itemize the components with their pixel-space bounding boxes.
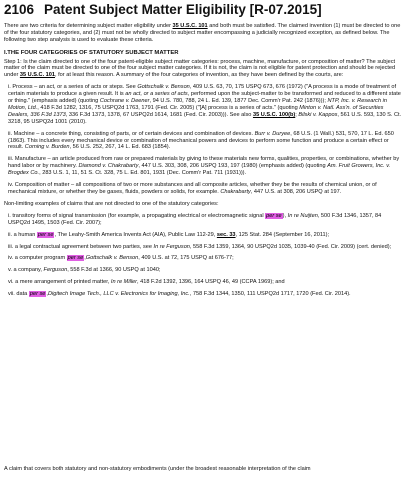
example-text: iv. a computer program bbox=[8, 255, 67, 262]
category-manufacture bbox=[4, 156, 404, 177]
highlighted-term: per se bbox=[67, 255, 84, 262]
example-text: iii. a legal contractual agreement between two parties, see bbox=[8, 243, 154, 250]
example-text: , bbox=[84, 255, 86, 262]
manufacture-text: iii. Manufacture – an article produced from raw or prepared materials by giving to these materials new forms, qualities, properties, or combinations, whether by hand labor or by machinery. bbox=[8, 156, 400, 170]
example-text: ii. a human bbox=[8, 231, 37, 238]
example-text: vii. data bbox=[8, 291, 29, 298]
example-7 bbox=[4, 291, 404, 298]
statute-link[interactable]: 35 U.S.C. 100(b) bbox=[252, 111, 296, 118]
process-text: i. Process – an act, or a series of acts or steps. See bbox=[8, 84, 138, 91]
category-process bbox=[4, 84, 404, 125]
case-citation: Burr v. Duryee bbox=[254, 130, 291, 137]
case-citation: Gottschalk v. Benson bbox=[137, 84, 190, 91]
example-1 bbox=[4, 213, 404, 227]
highlighted-term: per se bbox=[37, 231, 54, 238]
section-heading: I.THE FOUR CATEGORIES OF STATUTORY SUBJECT MATTER bbox=[4, 49, 179, 56]
case-citation: Chakrabarty bbox=[220, 189, 251, 196]
statute-link[interactable]: sec. 33 bbox=[216, 231, 236, 238]
case-citation: Corning v. Burden bbox=[24, 144, 70, 151]
cut-off-paragraph: A claim that covers both statutory and non-statutory embodiments (under the broadest reasonable interpretation of the claim bbox=[4, 466, 311, 472]
example-2 bbox=[4, 232, 404, 239]
example-text: , 409 U.S. at 72, 175 USPQ at 676-77; bbox=[138, 255, 234, 262]
category-composition bbox=[4, 182, 404, 196]
case-citation: Am. Fruit Growers, Inc. v. Brogdex Co. bbox=[8, 163, 391, 177]
process-text: , 409 U.S. 63, 70, 175 USPQ 673, 676 (1972) ("A process is a mode of treatment of certain materials to produce a given result. It is bbox=[8, 84, 397, 98]
example-text: vi. a mere arrangement of printed matter, bbox=[8, 279, 111, 286]
example-text: , The Leahy-Smith America Invents Act (AIA), Public Law 112-29, bbox=[54, 231, 217, 238]
case-citation: Digitech Image Tech., LLC v. Electronics for Imaging, Inc. bbox=[47, 291, 190, 298]
section-number: 2106 bbox=[4, 2, 35, 17]
category-machine bbox=[4, 131, 404, 152]
composition-text: iv. Composition of matter – all compositions of two or more substances and all composite articles, whether they be the results of chemical union, or of mechanical mixture, or whether they be gases, fluids, powders or solids, for example. bbox=[8, 182, 377, 196]
example-text: i. transitory forms of signal transmission (for example, a propagating electrical or electromagnetic signal bbox=[8, 212, 266, 219]
process-text: , 336 F.3d 1373, 1378, 67 USPQ2d 1614, 1681 (Fed. Cir. 2003))). See also bbox=[65, 111, 253, 118]
process-text: , 418 F.3d 1282, 1316, 75 USPQ2d 1763, 1791 (Fed. Cir. 2005) ("[A] process is a series of acts." (quoting bbox=[37, 104, 300, 111]
composition-text: , 447 U.S. at 308, 206 USPQ at 197. bbox=[250, 189, 342, 196]
intro-text-2: and both must be satisfied. The claimed invention (1) must be directed to one of the four statutory categories, and (2) must not be wholly directed to subject matter encompassing a judicially recognized exception, as defined below. The following two step analysis is used to evaluate these criteria. bbox=[4, 23, 401, 43]
machine-text: , 68 U.S. (1 Wall.) 531, 570, 17 L. Ed. 650 (1863). This includes every mechanical device or combination of mechanical powers and devices to perform some function and produce a certain effect or result. bbox=[8, 130, 394, 151]
case-citation: Ferguson bbox=[43, 267, 68, 274]
case-citation: Cochrane v. Deener bbox=[99, 98, 150, 105]
case-citation: Diamond v. Chakrabarty bbox=[78, 163, 139, 170]
example-text: , 500 F.3d 1346, 1357, 84 USPQ2d 1495, 1503 (Fed. Cir. 2007); bbox=[8, 212, 382, 226]
example-text: , 758 F.3d 1344, 1350, 111 USPQ2d 1717, 1720 (Fed. Cir. 2014). bbox=[189, 291, 351, 298]
page-title: Patent Subject Matter Eligibility [R-07.2015] bbox=[44, 2, 322, 17]
intro-text-1: There are two criteria for determining subject matter eligibility under bbox=[4, 23, 173, 29]
case-citation: In re Miller bbox=[110, 279, 138, 286]
example-text: v. a company, bbox=[8, 267, 44, 274]
process-text: ; bbox=[295, 111, 299, 118]
step1-paragraph bbox=[4, 59, 404, 80]
page-header bbox=[4, 2, 404, 17]
highlighted-term: per se bbox=[29, 291, 46, 298]
machine-text: , 56 U.S. 252, 267, 14 L. Ed. 683 (1854). bbox=[69, 144, 171, 151]
machine-text: ii. Machine – a concrete thing, consisting of parts, or of certain devices and combination of devices. bbox=[8, 130, 255, 137]
example-5 bbox=[4, 267, 404, 274]
example-text: , 418 F.2d 1392, 1396, 164 USPQ 46, 49 (CCPA 1969); and bbox=[137, 279, 285, 286]
step1-text-1: Step 1: Is the claim directed to one of the four patent-eligible subject matter categories: process, machine, manufacture, or composition of matter? The subject matter of the claim must be directed to one of the four subject matter categories. If it is not, the claim is not eligible for patent protection and should be rejected under bbox=[4, 58, 396, 79]
case-citation: Bilski v. Kappos bbox=[298, 111, 338, 118]
example-text: , 558 F.3d at 1366, 90 USPQ at 1040; bbox=[67, 267, 161, 274]
case-citation: NTP, Inc. v. Research in Motion, Ltd. bbox=[8, 98, 387, 111]
example-text: , 125 Stat. 284 (September 16, 2011); bbox=[235, 231, 330, 238]
example-text: ), bbox=[282, 212, 288, 219]
manufacture-text: , 283 U.S. 1, 11, 51 S. Ct. 328, 75 L. Ed. 801, 1931 (Dec. Comm'r Pat. 711 (1931))). bbox=[39, 170, 247, 177]
example-text: , 558 F.3d 1359, 1364, 90 USPQ2d 1035, 1039-40 (Fed. Cir. 2009) (cert. denied); bbox=[189, 243, 392, 250]
highlighted-term: per se bbox=[266, 212, 282, 219]
case-citation: Minton v. Natl. Ass'n. of Securities Dealers, 336 F.3d 1373 bbox=[8, 104, 384, 118]
statute-link[interactable]: 35 U.S.C. 101 bbox=[172, 23, 208, 29]
example-3 bbox=[4, 244, 404, 251]
step1-text-2: , for at least this reason. A summary of the four categories of invention, as they have been defined by the courts, are: bbox=[55, 72, 344, 79]
case-citation: In re Ferguson bbox=[153, 243, 190, 250]
example-4 bbox=[4, 255, 404, 262]
example-6 bbox=[4, 279, 404, 286]
case-citation: Gottschalk v. Benson bbox=[85, 255, 139, 262]
process-text: , performed upon the subject-matter to be transformed and reduced to a different state or thing." (emphasis added) (quoting bbox=[8, 91, 401, 105]
emphasis-text: an act, or a series of acts bbox=[125, 91, 188, 98]
nonlimiting-heading: Non-limiting examples of claims that are not directed to one of the statutory categories: bbox=[4, 200, 219, 207]
manufacture-text: , 447 U.S. 303, 308, 206 USPQ 193, 197 (1980) (emphasis added) (quoting bbox=[138, 163, 328, 170]
process-text: , 561 U.S. 593, 130 S. Ct. 3218, 95 USPQ2d 1001 (2010). bbox=[8, 111, 402, 125]
example-text: , bbox=[46, 291, 48, 298]
process-text: , 94 U.S. 780, 788, 24 L. Ed. 139, 1877 Dec. Comm'r Pat. 242 (1876))); bbox=[149, 98, 328, 105]
intro-paragraph bbox=[4, 23, 404, 44]
statute-link[interactable]: 35 U.S.C. 101 bbox=[19, 72, 56, 79]
case-citation: In re Nuijten bbox=[287, 212, 318, 219]
